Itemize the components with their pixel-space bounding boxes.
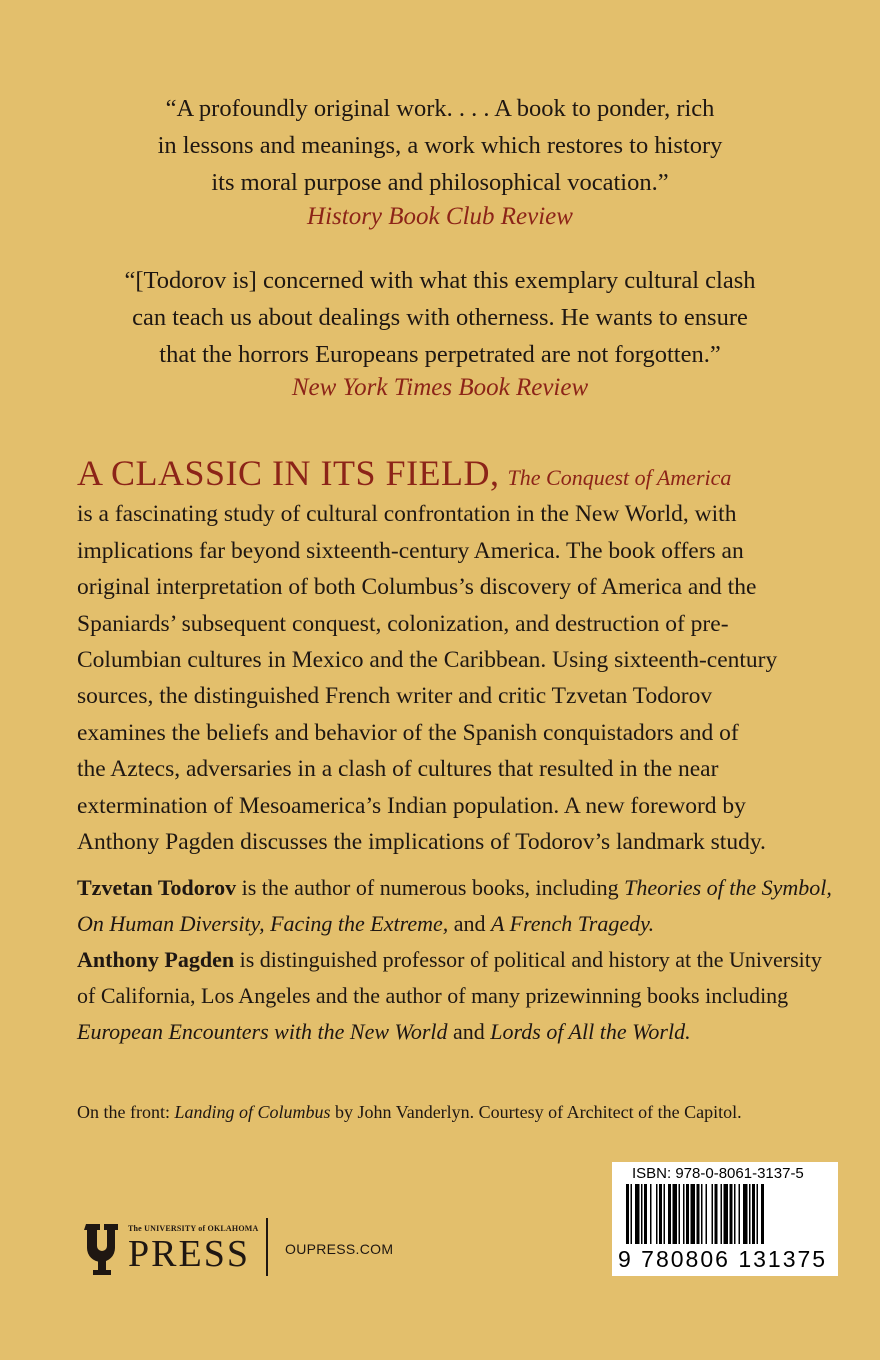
book-list: Theories of the Symbol, On Human Diversity, Facing the Extreme,	[77, 875, 832, 936]
barcode-bar	[664, 1184, 666, 1244]
barcode-bar	[659, 1184, 662, 1244]
blurb-line: examines the beliefs and behavior of the Spanish conquistadors and of	[77, 719, 739, 746]
blurb-line: extermination of Mesoamerica’s Indian population. A new foreword by	[77, 792, 746, 819]
press-wordmark: PRESS	[128, 1233, 250, 1275]
quote-line: in lessons and meanings, a work which restores to history	[157, 132, 723, 159]
blurb-line: Anthony Pagden discusses the implications of Todorov’s landmark study.	[77, 829, 766, 856]
barcode-bar	[749, 1184, 751, 1244]
barcode-bar	[697, 1184, 700, 1244]
bio-text: is distinguished professor of political and history at the University of California, Los Angeles and the author of many prizewinning books including	[77, 947, 822, 1008]
blurb-line: sources, the distinguished French writer and critic Tzvetan Todorov	[77, 683, 713, 710]
book-title-italic: A French Tragedy.	[491, 911, 655, 936]
book-title: The Conquest of America	[507, 465, 732, 490]
barcode-bar	[626, 1184, 629, 1244]
barcode-bar	[734, 1184, 736, 1244]
barcode-bar	[706, 1184, 708, 1244]
barcode-bar	[724, 1184, 729, 1244]
barcode-bar	[721, 1184, 723, 1244]
barcode-bar	[739, 1184, 741, 1244]
university-name: The UNIVERSITY of OKLAHOMA	[128, 1224, 259, 1233]
quote-2-source: New York Times Book Review	[291, 374, 589, 401]
ou-logo-icon	[80, 1220, 124, 1276]
barcode-bar	[761, 1184, 764, 1244]
bio-text: is the author of numerous books, including	[241, 875, 619, 900]
author-name-todorov: Tzvetan Todorov	[77, 875, 237, 900]
review-quote-1	[0, 90, 880, 201]
barcode-bars	[626, 1184, 826, 1248]
isbn-label: ISBN: 978-0-8061-3137-5	[632, 1165, 804, 1182]
barcode-bar	[631, 1184, 633, 1244]
bio-text: and	[453, 1019, 485, 1044]
barcode-bar	[683, 1184, 685, 1244]
barcode-bar	[641, 1184, 643, 1244]
barcode-bar	[715, 1184, 718, 1244]
blurb-line: the Aztecs, adversaries in a clash of cultures that resulted in the near	[77, 756, 719, 783]
book-description	[77, 455, 817, 860]
quote-line: “[Todorov is] concerned with what this exemplary cultural clash	[124, 267, 756, 294]
barcode-bar	[686, 1184, 689, 1244]
pagden-bio	[77, 942, 837, 1050]
book-title-italic: European Encounters with the New World	[77, 1019, 448, 1044]
publisher-website: OUPRESS.COM	[285, 1241, 394, 1257]
barcode-bar	[635, 1184, 640, 1244]
bio-text: and	[453, 911, 486, 936]
blurb-line: implications far beyond sixteenth-century America. The book offers an	[77, 537, 744, 564]
cover-credit	[77, 1102, 857, 1123]
barcode-bar	[743, 1184, 748, 1244]
blurb-line: Spaniards’ subsequent conquest, colonization, and destruction of pre-	[77, 610, 729, 637]
barcode-bar	[752, 1184, 755, 1244]
classic-heading: A CLASSIC IN ITS FIELD,	[77, 453, 500, 493]
todorov-bio	[77, 870, 837, 942]
quote-line: its moral purpose and philosophical vocation.”	[211, 169, 669, 196]
credit-suffix: by John Vanderlyn. Courtesy of Architect of the Capitol.	[335, 1102, 742, 1122]
barcode-bar	[656, 1184, 658, 1244]
quote-line: “A profoundly original work. . . . A book to ponder, rich	[165, 95, 715, 122]
blurb-heading-line	[77, 455, 817, 496]
painting-title: Landing of Columbus	[174, 1102, 331, 1122]
barcode-bar	[691, 1184, 696, 1244]
barcode-bar	[712, 1184, 714, 1244]
barcode-bar	[668, 1184, 671, 1244]
publisher-logo	[80, 1218, 394, 1280]
barcode-bar	[679, 1184, 681, 1244]
book-title-italic: Lords of All the World.	[490, 1019, 691, 1044]
author-name-pagden: Anthony Pagden	[77, 947, 235, 972]
blurb-line: is a fascinating study of cultural confrontation in the New World, with	[77, 501, 737, 528]
blurb-line: original interpretation of both Columbus’s discovery of America and the	[77, 574, 757, 601]
barcode-bar	[644, 1184, 647, 1244]
barcode-bar	[757, 1184, 759, 1244]
barcode-bar	[701, 1184, 703, 1244]
author-bios	[77, 870, 837, 1050]
logo-divider	[266, 1218, 268, 1276]
barcode-bar	[730, 1184, 733, 1244]
barcode-bar	[673, 1184, 678, 1244]
credit-prefix: On the front:	[77, 1102, 170, 1122]
barcode-digits: 9 780806 131375	[618, 1246, 828, 1272]
blurb-line: Columbian cultures in Mexico and the Caribbean. Using sixteenth-century	[77, 647, 778, 674]
barcode-bar	[650, 1184, 652, 1244]
review-quote-2	[0, 262, 880, 373]
quote-line: can teach us about dealings with otherness. He wants to ensure	[132, 304, 748, 331]
quote-line: that the horrors Europeans perpetrated are not forgotten.”	[159, 341, 721, 368]
quote-1-source: History Book Club Review	[307, 203, 573, 230]
isbn-barcode	[612, 1162, 838, 1276]
